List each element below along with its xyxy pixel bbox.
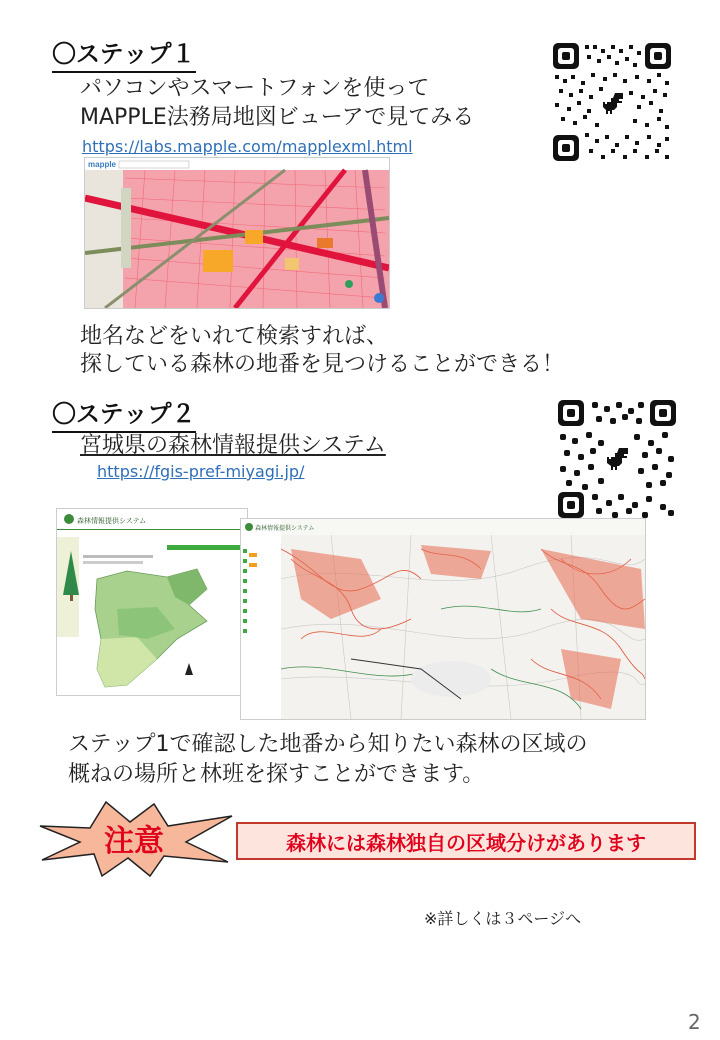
- forest-system-name: 宮城県の森林情報提供システム: [80, 433, 386, 458]
- warning-label: 注意: [104, 824, 164, 859]
- step1-line1: パソコンやスマートフォンを使って: [80, 76, 430, 101]
- step1-url-link[interactable]: https://labs.mapple.com/mapplexml.html: [82, 137, 413, 156]
- qr-code-icon: [558, 400, 676, 518]
- right-screen-header: 森林情報提供システム: [255, 526, 315, 532]
- dinosaur-icon: [604, 446, 630, 472]
- mapple-logo: mapple: [88, 160, 117, 169]
- step2-desc-line1: ステップ1で確認した地番から知りたい森林の区域の: [68, 732, 588, 757]
- step2-desc-line2: 概ねの場所と林班を探すことができます。: [68, 762, 485, 787]
- step2-title: 〇ステップ２: [52, 394, 196, 433]
- left-screen-header: 森林情報提供システム: [77, 518, 147, 525]
- dinosaur-icon: [601, 91, 625, 115]
- warning-message: 森林には森林独自の区域分けがあります: [286, 830, 646, 855]
- mapple-map-screenshot[interactable]: [84, 157, 390, 309]
- step1-desc-line2: 探している森林の地番を見つけることができる！: [80, 352, 565, 377]
- step2-url-link[interactable]: https://fgis-pref-miyagi.jp/: [97, 462, 305, 481]
- step1-line2: MAPPLE法務局地図ビューアで見てみる: [80, 105, 475, 130]
- forest-system-detail-screenshot[interactable]: [240, 518, 646, 720]
- qr-code-icon: [553, 43, 671, 161]
- forest-system-overview-screenshot[interactable]: [56, 508, 248, 696]
- footnote: ※詳しくは３ページへ: [424, 909, 582, 928]
- warning-message-box: [236, 822, 696, 860]
- step1-desc-line1: 地名などをいれて検索すれば、: [80, 324, 389, 349]
- page-number: 2: [688, 1010, 701, 1034]
- step1-title: 〇ステップ１: [52, 34, 196, 73]
